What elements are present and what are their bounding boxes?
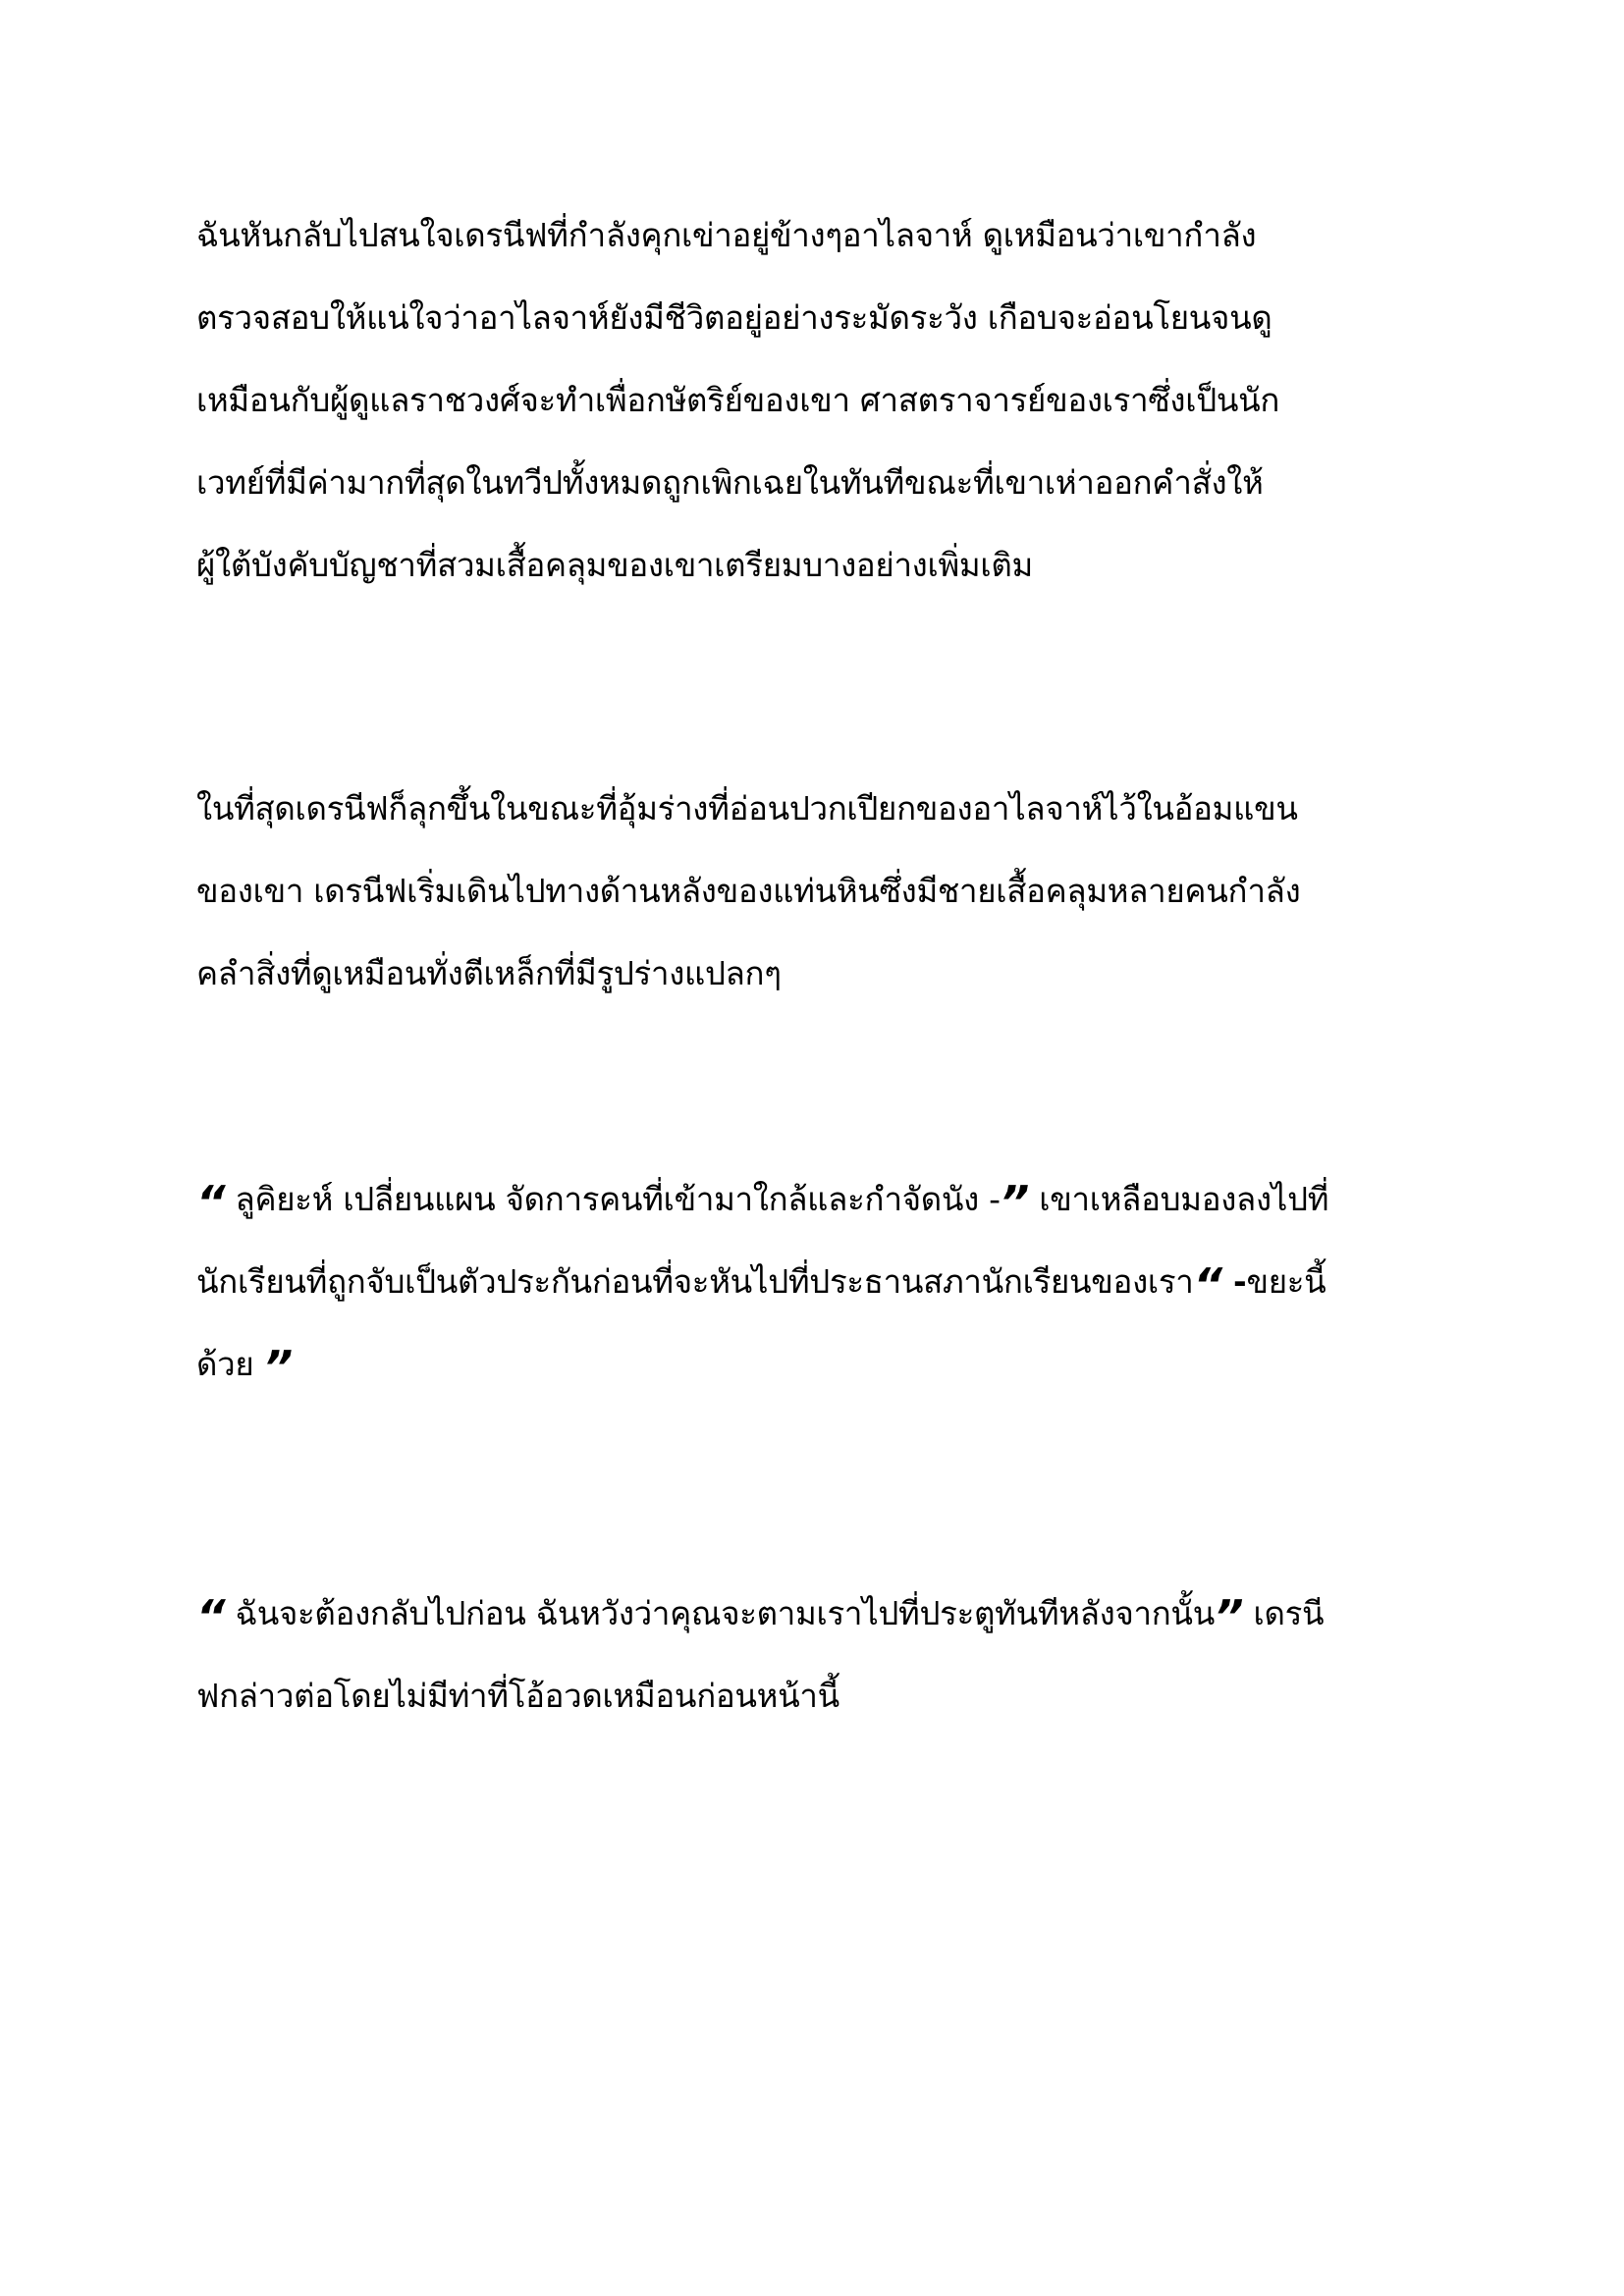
- paragraph-1: [196, 194, 1434, 607]
- dialogue-line: [196, 1241, 1434, 1323]
- dialogue-text: ฉันจะต้องกลับไปก่อน ฉันหวังว่าคุณจะตามเราไปที่ประตูทันทีหลังจากนั้น: [225, 1594, 1215, 1632]
- paragraph-line: เหมือนกับผู้ดูแลราชวงศ์จะทำเพื่อกษัตริย์ของเขา ศาสตราจารย์ของเราซึ่งเป็นนัก: [196, 381, 1280, 419]
- dialogue-dash: -: [1221, 1262, 1247, 1301]
- dialogue-text: ลูคิยะห์ เปลี่ยนแผน จัดการคนที่เข้ามาใกล้และกำจัดนัง -: [225, 1180, 1001, 1218]
- paragraph-line: ในที่สุดเดรนีฟก็ลุกขึ้นในขณะที่อุ้มร่างที่อ่อนปวกเปียกของอาไลจาห์ไว้ในอ้อมแขน: [196, 789, 1298, 828]
- narration-text: เดรนี: [1243, 1594, 1325, 1632]
- narration-text: ฟกล่าวต่อโดยไม่มีท่าที่โอ้อวดเหมือนก่อนหน้านี้: [196, 1677, 839, 1715]
- open-quote: “: [196, 1176, 226, 1229]
- dialogue-line: [196, 1158, 1434, 1241]
- close-quote: ”: [1000, 1176, 1030, 1229]
- paragraph-line: เวทย์ที่มีค่ามากที่สุดในทวีปทั้งหมดถูกเพิกเฉยในทันทีขณะที่เขาเห่าออกคำสั่งให้: [196, 463, 1264, 502]
- paragraph-line: คลำสิ่งที่ดูเหมือนทั่งตีเหล็กที่มีรูปร่างแปลกๆ: [196, 954, 782, 992]
- paragraph-2: [196, 768, 1434, 1015]
- paragraph-line: ฉันหันกลับไปสนใจเดรนีฟที่กำลังคุกเข่าอยู่ข้างๆอาไลจาห์ ดูเหมือนว่าเขากำลัง: [196, 216, 1257, 254]
- narration-text: เขาเหลือบมองลงไปที่: [1029, 1180, 1329, 1218]
- paragraph-line: ตรวจสอบให้แน่ใจว่าอาไลจาห์ยังมีชีวิตอยู่อย่างระมัดระวัง เกือบจะอ่อนโยนจนดู: [196, 298, 1272, 337]
- dialogue-line: [196, 1655, 1434, 1737]
- paragraph-line: ของเขา เดรนีฟเริ่มเดินไปทางด้านหลังของแท่นหินซึ่งมีชายเสื้อคลุมหลายคนกำลัง: [196, 872, 1301, 910]
- close-quote: ”: [1214, 1590, 1244, 1643]
- dialogue-text: ขยะนี้: [1246, 1262, 1326, 1301]
- dialogue-line: [196, 1323, 1434, 1406]
- close-quote: ”: [263, 1341, 293, 1394]
- narration-text: นักเรียนที่ถูกจับเป็นตัวประกันก่อนที่จะหันไปที่ประธานสภานักเรียนของเรา: [196, 1262, 1194, 1301]
- paragraph-4-dialogue: [196, 1573, 1434, 1737]
- dialogue-text: ด้วย: [196, 1345, 264, 1383]
- paragraph-line: ผู้ใต้บังคับบัญชาที่สวมเสื้อคลุมของเขาเตรียมบางอย่างเพิ่มเติม: [196, 546, 1033, 584]
- open-quote: “: [196, 1590, 226, 1643]
- dialogue-line: [196, 1573, 1434, 1655]
- open-quote: “: [1193, 1258, 1222, 1311]
- paragraph-3-dialogue: [196, 1158, 1434, 1406]
